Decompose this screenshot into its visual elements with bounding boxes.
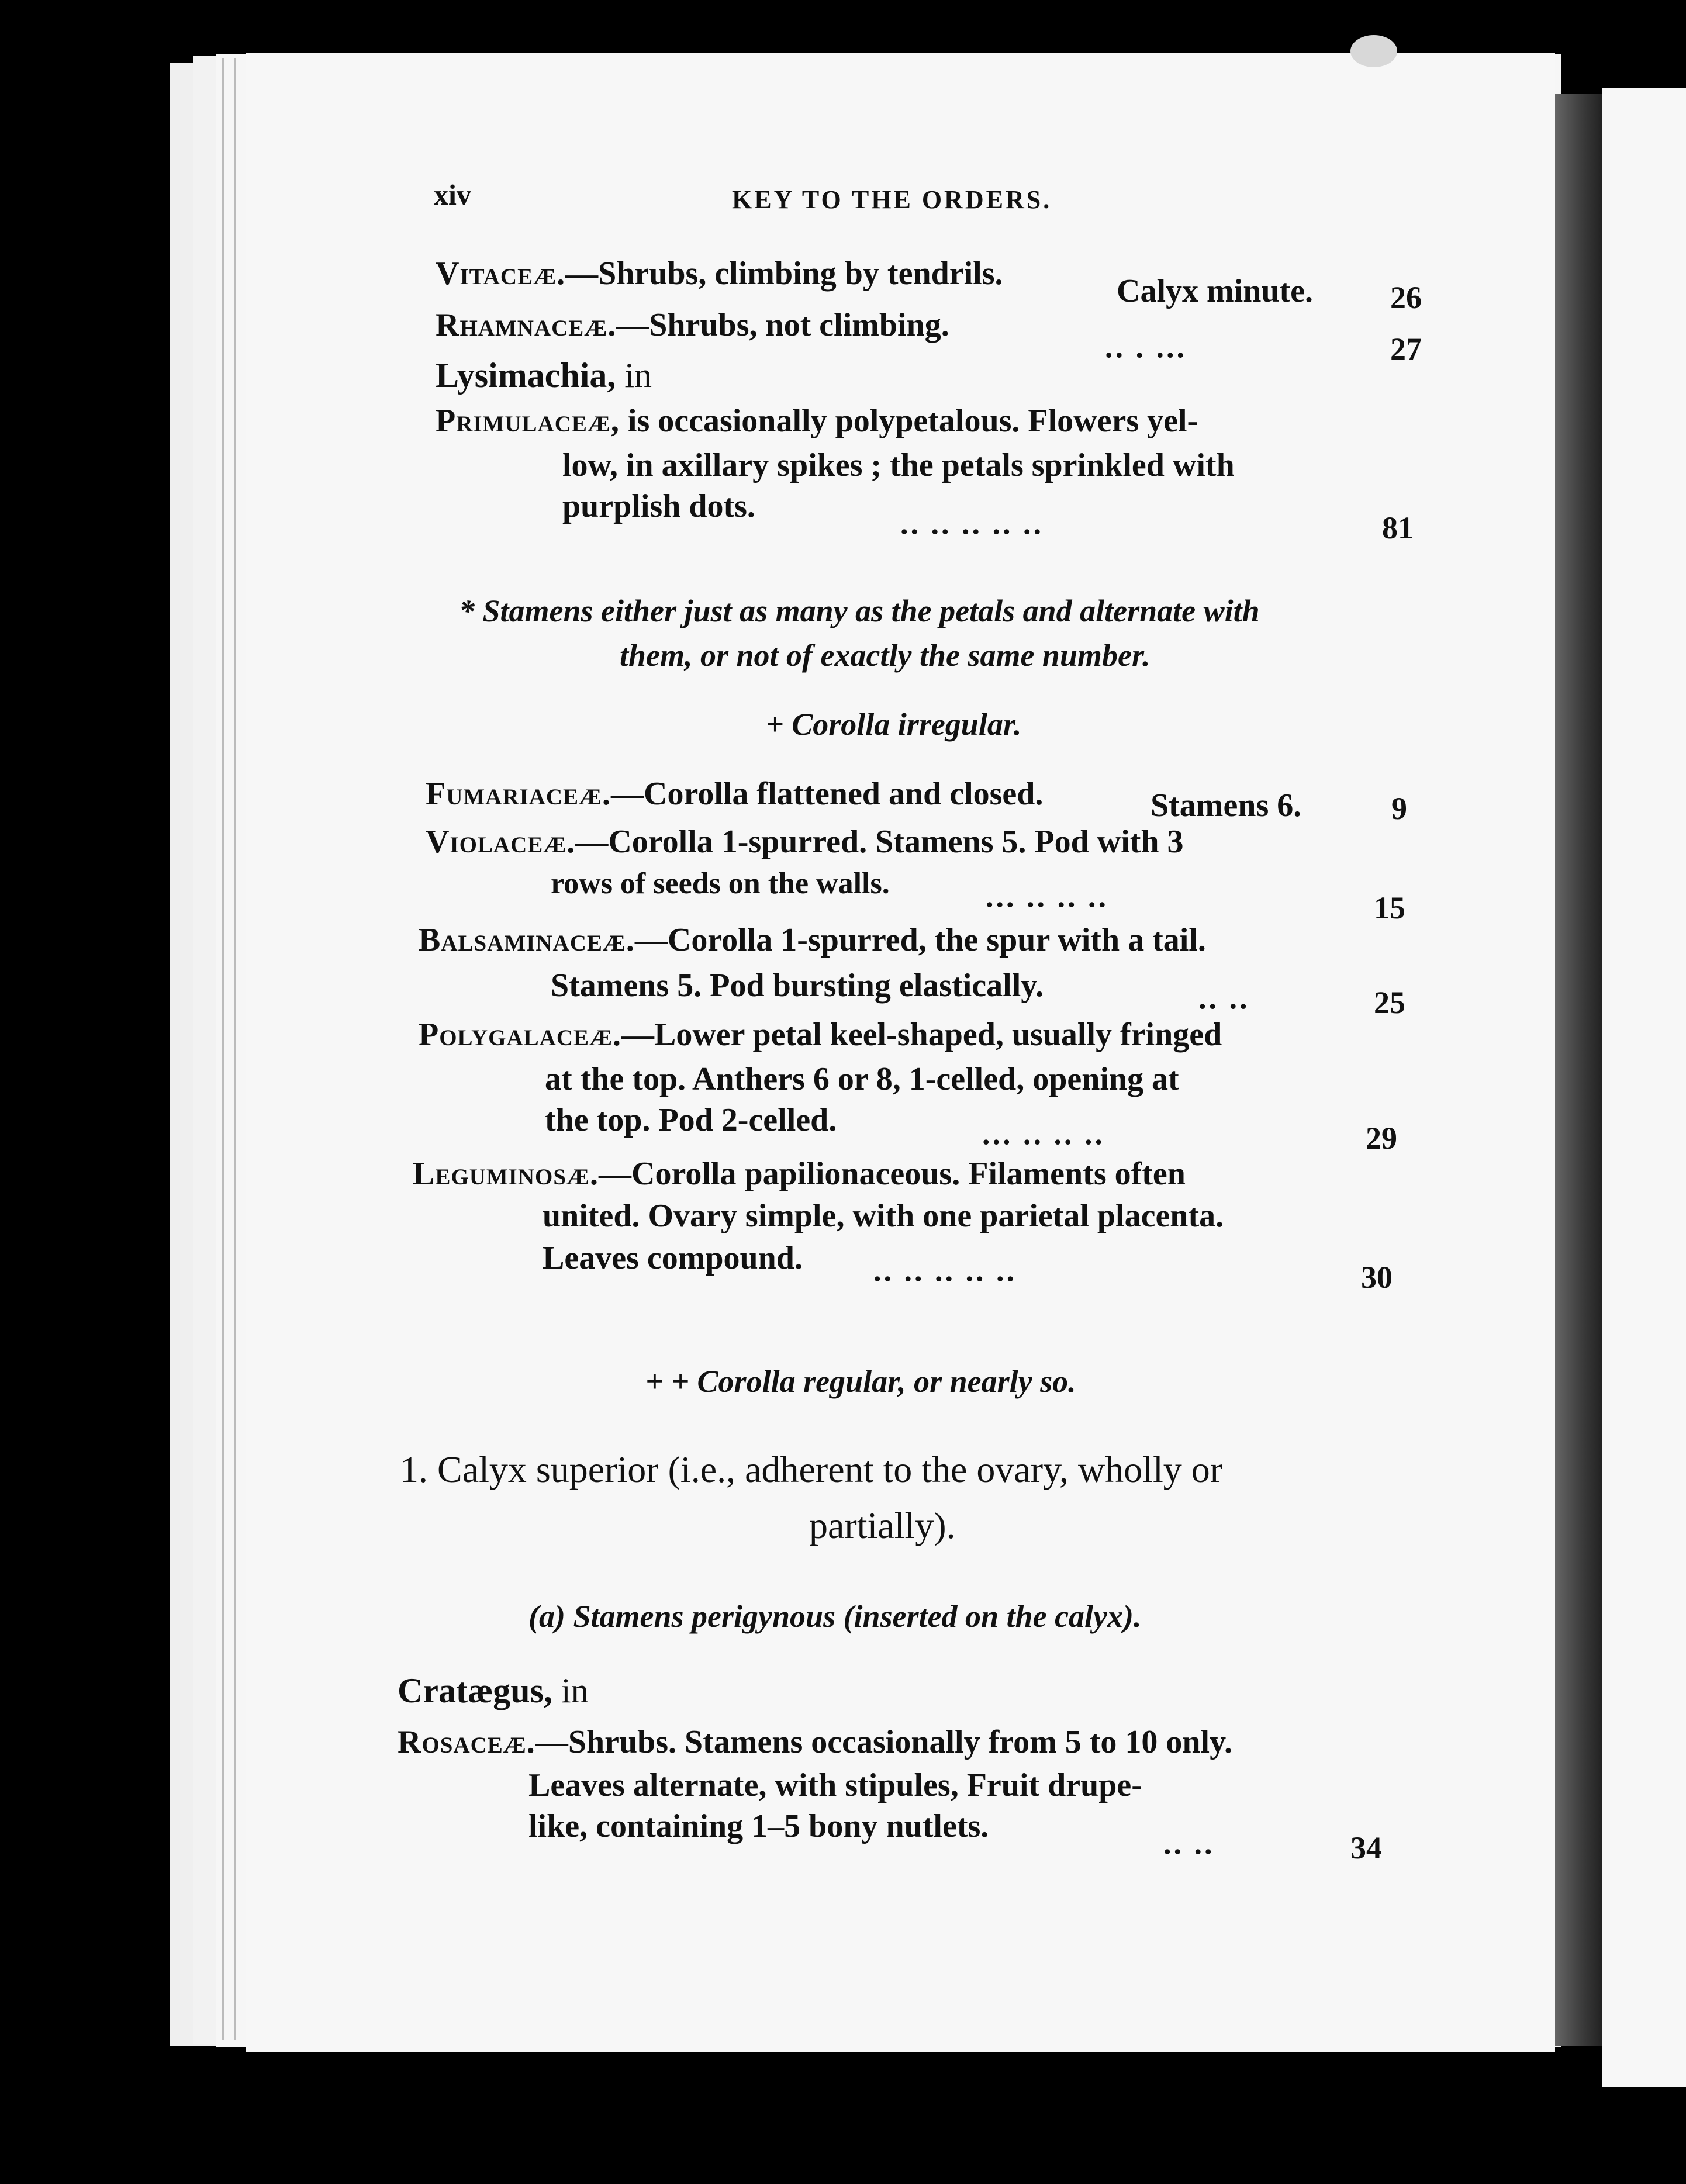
entry-text: united. Ovary simple, with one parietal placenta. — [543, 1198, 1224, 1234]
order-name: Fumariaceæ. — [426, 776, 611, 812]
order-name: Polygalaceæ. — [419, 1017, 621, 1053]
page-ref: 81 — [1382, 510, 1414, 545]
entry-text: —Shrubs, not climbing. — [616, 307, 949, 343]
genus-in: in — [561, 1671, 589, 1710]
facing-page — [1602, 88, 1686, 2087]
entry-text: Leaves compound. — [543, 1240, 803, 1276]
division-heading: 1. Calyx superior (i.e., adherent to the ovary, wholly or — [400, 1449, 1223, 1490]
page-ref: 27 — [1390, 331, 1422, 367]
entry-text: —Corolla 1-spurred. Stamens 5. Pod with 3 — [575, 824, 1184, 860]
entry-fumariaceae — [426, 777, 1043, 810]
order-name: Primulaceæ, — [436, 403, 620, 439]
entry-text: —Shrubs. Stamens occasionally from 5 to 10 only. — [535, 1724, 1232, 1760]
page-ref: 34 — [1350, 1830, 1382, 1865]
entry-vitaceae — [436, 257, 1003, 290]
entry-text: the top. Pod 2-celled. — [545, 1102, 837, 1138]
page-ref: 29 — [1366, 1121, 1397, 1156]
dot-leader: .. .. — [1198, 980, 1250, 1015]
entry-text: low, in axillary spikes ; the petals sprinkled with — [562, 447, 1235, 483]
genus-in: in — [624, 356, 652, 395]
entry-leguminosae — [413, 1157, 1186, 1190]
page-ref: 30 — [1361, 1260, 1393, 1295]
order-name: Balsaminaceæ. — [419, 922, 635, 958]
page-ref: 15 — [1374, 890, 1405, 925]
entry-text: purplish dots. — [562, 488, 755, 524]
entry-text: —Corolla flattened and closed. — [611, 776, 1044, 812]
page-ref: 9 — [1391, 791, 1407, 826]
entry-polygalaceae — [419, 1018, 1222, 1051]
page-number: xiv — [434, 178, 471, 211]
subdivision-heading: (a) Stamens perigynous (inserted on the calyx). — [528, 1599, 1142, 1634]
paper-blemish — [1350, 35, 1397, 67]
order-name: Rhamnaceæ. — [436, 307, 617, 343]
genus-name: Lysimachia, — [436, 356, 616, 395]
dot-leader: .. .. .. .. .. — [873, 1253, 1017, 1288]
gutter-shadow — [1555, 94, 1602, 2046]
order-name: Rosaceæ. — [398, 1724, 535, 1760]
division-heading: partially). — [809, 1505, 956, 1546]
entry-text: Calyx minute. — [1117, 273, 1313, 309]
entry-text: Stamens 6. — [1151, 787, 1302, 824]
entry-crataegus-genus — [398, 1673, 589, 1708]
section-heading: them, or not of exactly the same number. — [620, 638, 1151, 673]
subsection-heading: + Corolla irregular. — [766, 707, 1022, 742]
entry-text: rows of seeds on the walls. — [551, 867, 890, 900]
dot-leader: .. .. — [1163, 1826, 1215, 1861]
page-ref: 26 — [1390, 280, 1422, 315]
entry-primulaceae — [436, 405, 1198, 437]
entry-text: —Corolla papilionaceous. Filaments often — [599, 1156, 1186, 1192]
dot-leader: .. .. .. .. .. — [900, 506, 1044, 541]
genus-name: Cratægus, — [398, 1671, 552, 1710]
entry-text: like, containing 1–5 bony nutlets. — [528, 1808, 989, 1844]
entry-lysimachia-genus — [436, 358, 652, 393]
entry-rhamnaceae — [436, 309, 949, 341]
subsection-heading: + + Corolla regular, or nearly so. — [645, 1364, 1076, 1399]
order-name: Violaceæ. — [426, 824, 576, 860]
page-edge-line — [222, 58, 224, 2040]
entry-text: at the top. Anthers 6 or 8, 1-celled, opening at — [545, 1061, 1179, 1097]
entry-text: Stamens 5. Pod bursting elastically. — [551, 967, 1044, 1004]
entry-text: —Lower petal keel-shaped, usually fringed — [621, 1017, 1222, 1053]
page-ref: 25 — [1374, 985, 1405, 1020]
dot-leader: ... .. .. .. — [986, 879, 1108, 914]
entry-text: Leaves alternate, with stipules, Fruit drupe- — [528, 1767, 1142, 1803]
entry-violaceae — [426, 825, 1184, 858]
entry-balsaminaceae — [419, 924, 1206, 956]
dot-leader: .. . ... — [1105, 329, 1187, 364]
order-name: Leguminosæ. — [413, 1156, 599, 1192]
order-name: Vitaceæ. — [436, 255, 566, 292]
entry-text: —Corolla 1-spurred, the spur with a tail. — [634, 922, 1206, 958]
running-title: KEY TO THE ORDERS. — [732, 185, 1052, 214]
entry-text: is occasionally polypetalous. Flowers yel- — [627, 403, 1198, 439]
entry-text: —Shrubs, climbing by tendrils. — [565, 255, 1003, 292]
entry-rosaceae — [398, 1726, 1232, 1758]
page-edge-line — [234, 58, 236, 2040]
section-heading: * Stamens either just as many as the petals and alternate with — [459, 593, 1260, 628]
dot-leader: ... .. .. .. — [982, 1116, 1105, 1151]
